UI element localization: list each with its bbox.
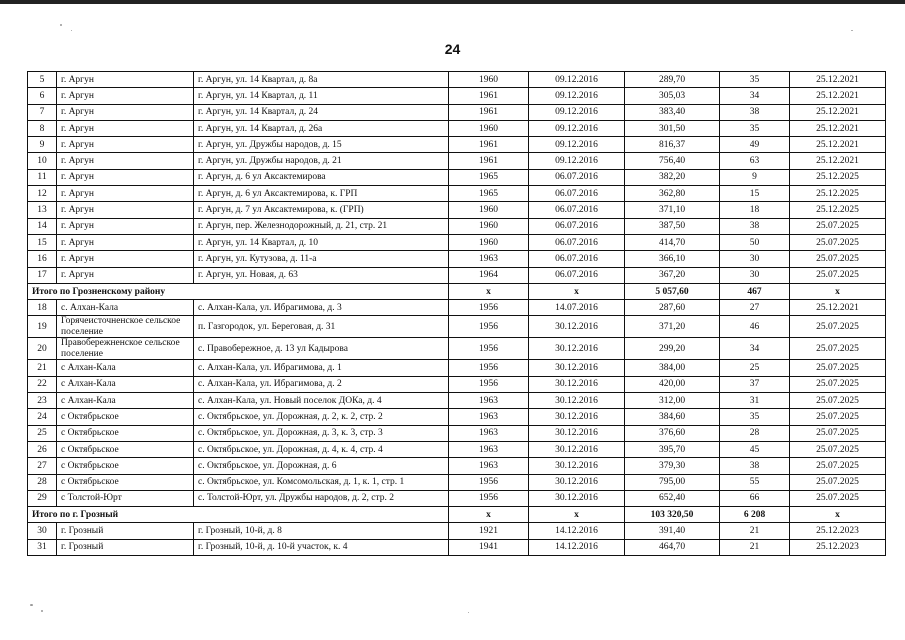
cell-deadline: 25.07.2025 xyxy=(790,234,886,250)
cell-area: 395,70 xyxy=(625,441,720,457)
cell-area: 382,20 xyxy=(625,169,720,185)
scan-speck xyxy=(41,610,43,612)
cell-deadline: 25.07.2025 xyxy=(790,218,886,234)
cell-date: 30.12.2016 xyxy=(529,458,625,474)
cell-locality: с Алхан-Кала xyxy=(57,360,194,376)
scan-speck xyxy=(30,604,33,606)
cell-address: г. Аргун, ул. Новая, д. 63 xyxy=(194,267,449,283)
housing-table xyxy=(27,71,886,556)
cell-area: 103 320,50 xyxy=(625,507,720,523)
cell-count: 30 xyxy=(720,267,790,283)
cell-date: 06.07.2016 xyxy=(529,251,625,267)
table-row xyxy=(28,202,886,218)
cell-deadline: 25.07.2025 xyxy=(790,409,886,425)
table-row xyxy=(28,441,886,457)
cell-locality: г. Аргун xyxy=(57,153,194,169)
cell-year: 1963 xyxy=(449,458,529,474)
table-row xyxy=(28,425,886,441)
cell-num: 6 xyxy=(28,88,57,104)
table-row xyxy=(28,458,886,474)
cell-count: 34 xyxy=(720,338,790,360)
cell-date: 09.12.2016 xyxy=(529,153,625,169)
cell-address: г. Аргун, ул. Кутузова, д. 11-а xyxy=(194,251,449,267)
cell-locality: с. Алхан-Кала xyxy=(57,300,194,316)
cell-deadline: 25.12.2021 xyxy=(790,120,886,136)
cell-address: с. Октябрьское, ул. Дорожная, д. 2, к. 2, стр. 2 xyxy=(194,409,449,425)
cell-locality: г. Аргун xyxy=(57,104,194,120)
cell-locality: с Октябрьское xyxy=(57,409,194,425)
cell-deadline: 25.07.2025 xyxy=(790,425,886,441)
cell-count: 21 xyxy=(720,539,790,555)
table-row xyxy=(28,338,886,360)
cell-count: 35 xyxy=(720,409,790,425)
cell-date: 30.12.2016 xyxy=(529,393,625,409)
cell-address: с. Октябрьское, ул. Дорожная, д. 4, к. 4, стр. 4 xyxy=(194,441,449,457)
cell-locality: с Октябрьское xyxy=(57,425,194,441)
cell-num: 27 xyxy=(28,458,57,474)
table-row xyxy=(28,539,886,555)
cell-area: 305,03 xyxy=(625,88,720,104)
cell-area: 301,50 xyxy=(625,120,720,136)
cell-year: 1965 xyxy=(449,169,529,185)
cell-num: 14 xyxy=(28,218,57,234)
cell-deadline: 25.12.2021 xyxy=(790,137,886,153)
cell-count: 18 xyxy=(720,202,790,218)
table-row xyxy=(28,186,886,202)
table-row xyxy=(28,490,886,506)
cell-deadline: 25.12.2023 xyxy=(790,539,886,555)
cell-count: 30 xyxy=(720,251,790,267)
cell-year: x xyxy=(449,507,529,523)
cell-locality: г. Аргун xyxy=(57,267,194,283)
cell-address: с. Алхан-Кала, ул. Ибрагимова, д. 2 xyxy=(194,376,449,392)
cell-year: 1961 xyxy=(449,153,529,169)
cell-deadline: x xyxy=(790,507,886,523)
cell-num: 9 xyxy=(28,137,57,153)
scan-speck xyxy=(468,612,469,613)
cell-address: г. Аргун, ул. 14 Квартал, д. 8а xyxy=(194,72,449,88)
cell-num: 5 xyxy=(28,72,57,88)
cell-locality: Правобережненское сельское поселение xyxy=(57,338,194,360)
cell-area: 652,40 xyxy=(625,490,720,506)
cell-address: г. Аргун, ул. 14 Квартал, д. 24 xyxy=(194,104,449,120)
cell-locality: г. Аргун xyxy=(57,186,194,202)
cell-deadline: 25.07.2025 xyxy=(790,474,886,490)
table-row xyxy=(28,360,886,376)
cell-year: 1963 xyxy=(449,251,529,267)
cell-count: 50 xyxy=(720,234,790,250)
cell-address: г. Аргун, д. 7 ул Аксактемирова, к. (ГРП) xyxy=(194,202,449,218)
cell-year: 1956 xyxy=(449,474,529,490)
cell-year: 1960 xyxy=(449,218,529,234)
cell-address: г. Грозный, 10-й, д. 8 xyxy=(194,523,449,539)
cell-area: 367,20 xyxy=(625,267,720,283)
cell-deadline: 25.07.2025 xyxy=(790,267,886,283)
cell-area: 289,70 xyxy=(625,72,720,88)
cell-deadline: 25.12.2021 xyxy=(790,153,886,169)
cell-date: 06.07.2016 xyxy=(529,218,625,234)
cell-area: 362,80 xyxy=(625,186,720,202)
cell-year: 1956 xyxy=(449,338,529,360)
cell-date: 30.12.2016 xyxy=(529,425,625,441)
cell-date: 09.12.2016 xyxy=(529,120,625,136)
cell-date: 06.07.2016 xyxy=(529,186,625,202)
cell-count: 37 xyxy=(720,376,790,392)
cell-num: 21 xyxy=(28,360,57,376)
cell-address: г. Аргун, ул. Дружбы народов, д. 15 xyxy=(194,137,449,153)
cell-num: 15 xyxy=(28,234,57,250)
cell-area: 371,20 xyxy=(625,316,720,338)
cell-deadline: 25.07.2025 xyxy=(790,441,886,457)
cell-locality: с Октябрьское xyxy=(57,458,194,474)
cell-locality: с Алхан-Кала xyxy=(57,376,194,392)
cell-num: 29 xyxy=(28,490,57,506)
cell-deadline: 25.07.2025 xyxy=(790,393,886,409)
cell-deadline: 25.07.2025 xyxy=(790,458,886,474)
cell-area: 391,40 xyxy=(625,523,720,539)
cell-num: 13 xyxy=(28,202,57,218)
cell-deadline: 25.07.2025 xyxy=(790,490,886,506)
cell-count: 46 xyxy=(720,316,790,338)
page-number: 24 xyxy=(444,41,461,57)
cell-date: 30.12.2016 xyxy=(529,490,625,506)
cell-date: 14.12.2016 xyxy=(529,539,625,555)
cell-num: 12 xyxy=(28,186,57,202)
cell-address: с. Толстой-Юрт, ул. Дружбы народов, д. 2, стр. 2 xyxy=(194,490,449,506)
cell-locality: г. Аргун xyxy=(57,88,194,104)
cell-locality: г. Грозный xyxy=(57,539,194,555)
cell-count: 63 xyxy=(720,153,790,169)
cell-count: 35 xyxy=(720,72,790,88)
scan-speck xyxy=(71,30,72,31)
cell-num: 24 xyxy=(28,409,57,425)
cell-locality: г. Аргун xyxy=(57,251,194,267)
table-row xyxy=(28,316,886,338)
cell-year: 1956 xyxy=(449,316,529,338)
cell-count: 34 xyxy=(720,88,790,104)
table-row xyxy=(28,393,886,409)
cell-address: г. Аргун, ул. 14 Квартал, д. 26а xyxy=(194,120,449,136)
cell-address: с. Октябрьское, ул. Комсомольская, д. 1, к. 1, стр. 1 xyxy=(194,474,449,490)
table-row xyxy=(28,137,886,153)
cell-area: 384,60 xyxy=(625,409,720,425)
table-row xyxy=(28,72,886,88)
cell-year: 1956 xyxy=(449,376,529,392)
cell-num: 28 xyxy=(28,474,57,490)
cell-area: 299,20 xyxy=(625,338,720,360)
table-row xyxy=(28,267,886,283)
cell-date: 09.12.2016 xyxy=(529,88,625,104)
cell-locality: г. Аргун xyxy=(57,72,194,88)
cell-year: 1961 xyxy=(449,88,529,104)
cell-count: 15 xyxy=(720,186,790,202)
cell-count: 27 xyxy=(720,300,790,316)
cell-area: 420,00 xyxy=(625,376,720,392)
cell-deadline: 25.12.2023 xyxy=(790,523,886,539)
cell-year: x xyxy=(449,283,529,299)
cell-year: 1965 xyxy=(449,186,529,202)
cell-deadline: 25.12.2021 xyxy=(790,88,886,104)
cell-year: 1963 xyxy=(449,409,529,425)
cell-date: x xyxy=(529,507,625,523)
cell-year: 1921 xyxy=(449,523,529,539)
cell-area: 312,00 xyxy=(625,393,720,409)
cell-area: 756,40 xyxy=(625,153,720,169)
cell-locality: г. Аргун xyxy=(57,137,194,153)
cell-date: 30.12.2016 xyxy=(529,441,625,457)
cell-locality: с Октябрьское xyxy=(57,441,194,457)
cell-area: 795,00 xyxy=(625,474,720,490)
cell-count: 49 xyxy=(720,137,790,153)
cell-num: 18 xyxy=(28,300,57,316)
cell-deadline: 25.12.2025 xyxy=(790,202,886,218)
cell-area: 379,30 xyxy=(625,458,720,474)
cell-locality: г. Аргун xyxy=(57,169,194,185)
cell-address: с. Правобережное, д. 13 ул Кадырова xyxy=(194,338,449,360)
cell-area: 387,50 xyxy=(625,218,720,234)
cell-count: 66 xyxy=(720,490,790,506)
summary-label: Итого по г. Грозный xyxy=(28,507,449,523)
cell-num: 25 xyxy=(28,425,57,441)
cell-year: 1963 xyxy=(449,393,529,409)
cell-num: 16 xyxy=(28,251,57,267)
cell-num: 26 xyxy=(28,441,57,457)
table-row xyxy=(28,153,886,169)
scan-top-edge xyxy=(0,0,905,4)
cell-locality: г. Грозный xyxy=(57,523,194,539)
cell-year: 1960 xyxy=(449,234,529,250)
cell-date: 30.12.2016 xyxy=(529,474,625,490)
cell-year: 1960 xyxy=(449,72,529,88)
cell-deadline: 25.12.2025 xyxy=(790,169,886,185)
cell-count: 55 xyxy=(720,474,790,490)
table-row xyxy=(28,251,886,267)
cell-date: 30.12.2016 xyxy=(529,376,625,392)
cell-address: с. Алхан-Кала, ул. Ибрагимова, д. 1 xyxy=(194,360,449,376)
cell-year: 1960 xyxy=(449,120,529,136)
table-row xyxy=(28,218,886,234)
cell-num: 22 xyxy=(28,376,57,392)
cell-year: 1956 xyxy=(449,360,529,376)
cell-locality: г. Аргун xyxy=(57,234,194,250)
table-row xyxy=(28,376,886,392)
cell-count: 38 xyxy=(720,218,790,234)
cell-year: 1941 xyxy=(449,539,529,555)
cell-area: 371,10 xyxy=(625,202,720,218)
cell-num: 31 xyxy=(28,539,57,555)
cell-year: 1963 xyxy=(449,441,529,457)
cell-area: 366,10 xyxy=(625,251,720,267)
cell-num: 11 xyxy=(28,169,57,185)
cell-deadline: 25.12.2021 xyxy=(790,72,886,88)
cell-date: 14.12.2016 xyxy=(529,523,625,539)
cell-year: 1956 xyxy=(449,490,529,506)
cell-area: 287,60 xyxy=(625,300,720,316)
cell-address: г. Аргун, д. 6 ул Аксактемирова xyxy=(194,169,449,185)
cell-area: 414,70 xyxy=(625,234,720,250)
cell-year: 1956 xyxy=(449,300,529,316)
cell-locality: г. Аргун xyxy=(57,202,194,218)
cell-deadline: 25.07.2025 xyxy=(790,316,886,338)
scan-speck xyxy=(851,30,853,31)
cell-date: 30.12.2016 xyxy=(529,409,625,425)
cell-address: с. Октябрьское, ул. Дорожная, д. 6 xyxy=(194,458,449,474)
cell-date: 30.12.2016 xyxy=(529,316,625,338)
cell-count: 45 xyxy=(720,441,790,457)
cell-area: 376,60 xyxy=(625,425,720,441)
cell-num: 23 xyxy=(28,393,57,409)
cell-count: 467 xyxy=(720,283,790,299)
cell-count: 9 xyxy=(720,169,790,185)
cell-locality: с Алхан-Кала xyxy=(57,393,194,409)
cell-deadline: 25.07.2025 xyxy=(790,251,886,267)
table-row xyxy=(28,120,886,136)
cell-address: г. Аргун, ул. 14 Квартал, д. 10 xyxy=(194,234,449,250)
cell-locality: г. Аргун xyxy=(57,120,194,136)
table-row xyxy=(28,169,886,185)
cell-year: 1960 xyxy=(449,202,529,218)
cell-area: 384,00 xyxy=(625,360,720,376)
cell-deadline: 25.07.2025 xyxy=(790,376,886,392)
cell-deadline: 25.07.2025 xyxy=(790,360,886,376)
cell-deadline: 25.12.2021 xyxy=(790,104,886,120)
cell-deadline: x xyxy=(790,283,886,299)
cell-locality: с Октябрьское xyxy=(57,474,194,490)
cell-num: 17 xyxy=(28,267,57,283)
cell-address: г. Аргун, пер. Железнодорожный, д. 21, стр. 21 xyxy=(194,218,449,234)
cell-count: 38 xyxy=(720,104,790,120)
cell-year: 1964 xyxy=(449,267,529,283)
table-row xyxy=(28,523,886,539)
cell-area: 816,37 xyxy=(625,137,720,153)
cell-address: г. Аргун, ул. 14 Квартал, д. 11 xyxy=(194,88,449,104)
cell-num: 20 xyxy=(28,338,57,360)
summary-label: Итого по Грозненскому району xyxy=(28,283,449,299)
cell-num: 19 xyxy=(28,316,57,338)
cell-count: 21 xyxy=(720,523,790,539)
cell-date: 30.12.2016 xyxy=(529,338,625,360)
cell-date: 06.07.2016 xyxy=(529,267,625,283)
cell-date: 09.12.2016 xyxy=(529,72,625,88)
table-row xyxy=(28,88,886,104)
cell-address: п. Газгородок, ул. Береговая, д. 31 xyxy=(194,316,449,338)
table-row xyxy=(28,300,886,316)
cell-deadline: 25.12.2025 xyxy=(790,186,886,202)
cell-address: с. Алхан-Кала, ул. Ибрагимова, д. 3 xyxy=(194,300,449,316)
cell-locality: Горячеисточненское сельское поселение xyxy=(57,316,194,338)
cell-num: 10 xyxy=(28,153,57,169)
cell-num: 8 xyxy=(28,120,57,136)
cell-deadline: 25.12.2021 xyxy=(790,300,886,316)
summary-row xyxy=(28,507,886,523)
cell-address: г. Аргун, д. 6 ул Аксактемирова, к. ГРП xyxy=(194,186,449,202)
cell-area: 464,70 xyxy=(625,539,720,555)
cell-num: 30 xyxy=(28,523,57,539)
cell-address: г. Аргун, ул. Дружбы народов, д. 21 xyxy=(194,153,449,169)
table-row xyxy=(28,474,886,490)
cell-date: 30.12.2016 xyxy=(529,360,625,376)
cell-area: 5 057,60 xyxy=(625,283,720,299)
cell-date: 06.07.2016 xyxy=(529,234,625,250)
cell-count: 38 xyxy=(720,458,790,474)
cell-count: 28 xyxy=(720,425,790,441)
cell-date: x xyxy=(529,283,625,299)
cell-address: г. Грозный, 10-й, д. 10-й участок, к. 4 xyxy=(194,539,449,555)
cell-year: 1961 xyxy=(449,137,529,153)
table-row xyxy=(28,409,886,425)
cell-date: 06.07.2016 xyxy=(529,169,625,185)
table-row xyxy=(28,104,886,120)
cell-locality: с Толстой-Юрт xyxy=(57,490,194,506)
cell-year: 1963 xyxy=(449,425,529,441)
cell-date: 14.07.2016 xyxy=(529,300,625,316)
cell-year: 1961 xyxy=(449,104,529,120)
cell-date: 09.12.2016 xyxy=(529,104,625,120)
cell-area: 383,40 xyxy=(625,104,720,120)
cell-date: 09.12.2016 xyxy=(529,137,625,153)
scan-speck xyxy=(60,24,62,26)
cell-count: 25 xyxy=(720,360,790,376)
cell-num: 7 xyxy=(28,104,57,120)
cell-deadline: 25.07.2025 xyxy=(790,338,886,360)
table-row xyxy=(28,234,886,250)
summary-row xyxy=(28,283,886,299)
cell-count: 31 xyxy=(720,393,790,409)
cell-count: 6 208 xyxy=(720,507,790,523)
cell-address: с. Октябрьское, ул. Дорожная, д. 3, к. 3, стр. 3 xyxy=(194,425,449,441)
table-body xyxy=(28,72,886,556)
cell-address: с. Алхан-Кала, ул. Новый поселок ДОКа, д. 4 xyxy=(194,393,449,409)
cell-date: 06.07.2016 xyxy=(529,202,625,218)
cell-count: 35 xyxy=(720,120,790,136)
cell-locality: г. Аргун xyxy=(57,218,194,234)
